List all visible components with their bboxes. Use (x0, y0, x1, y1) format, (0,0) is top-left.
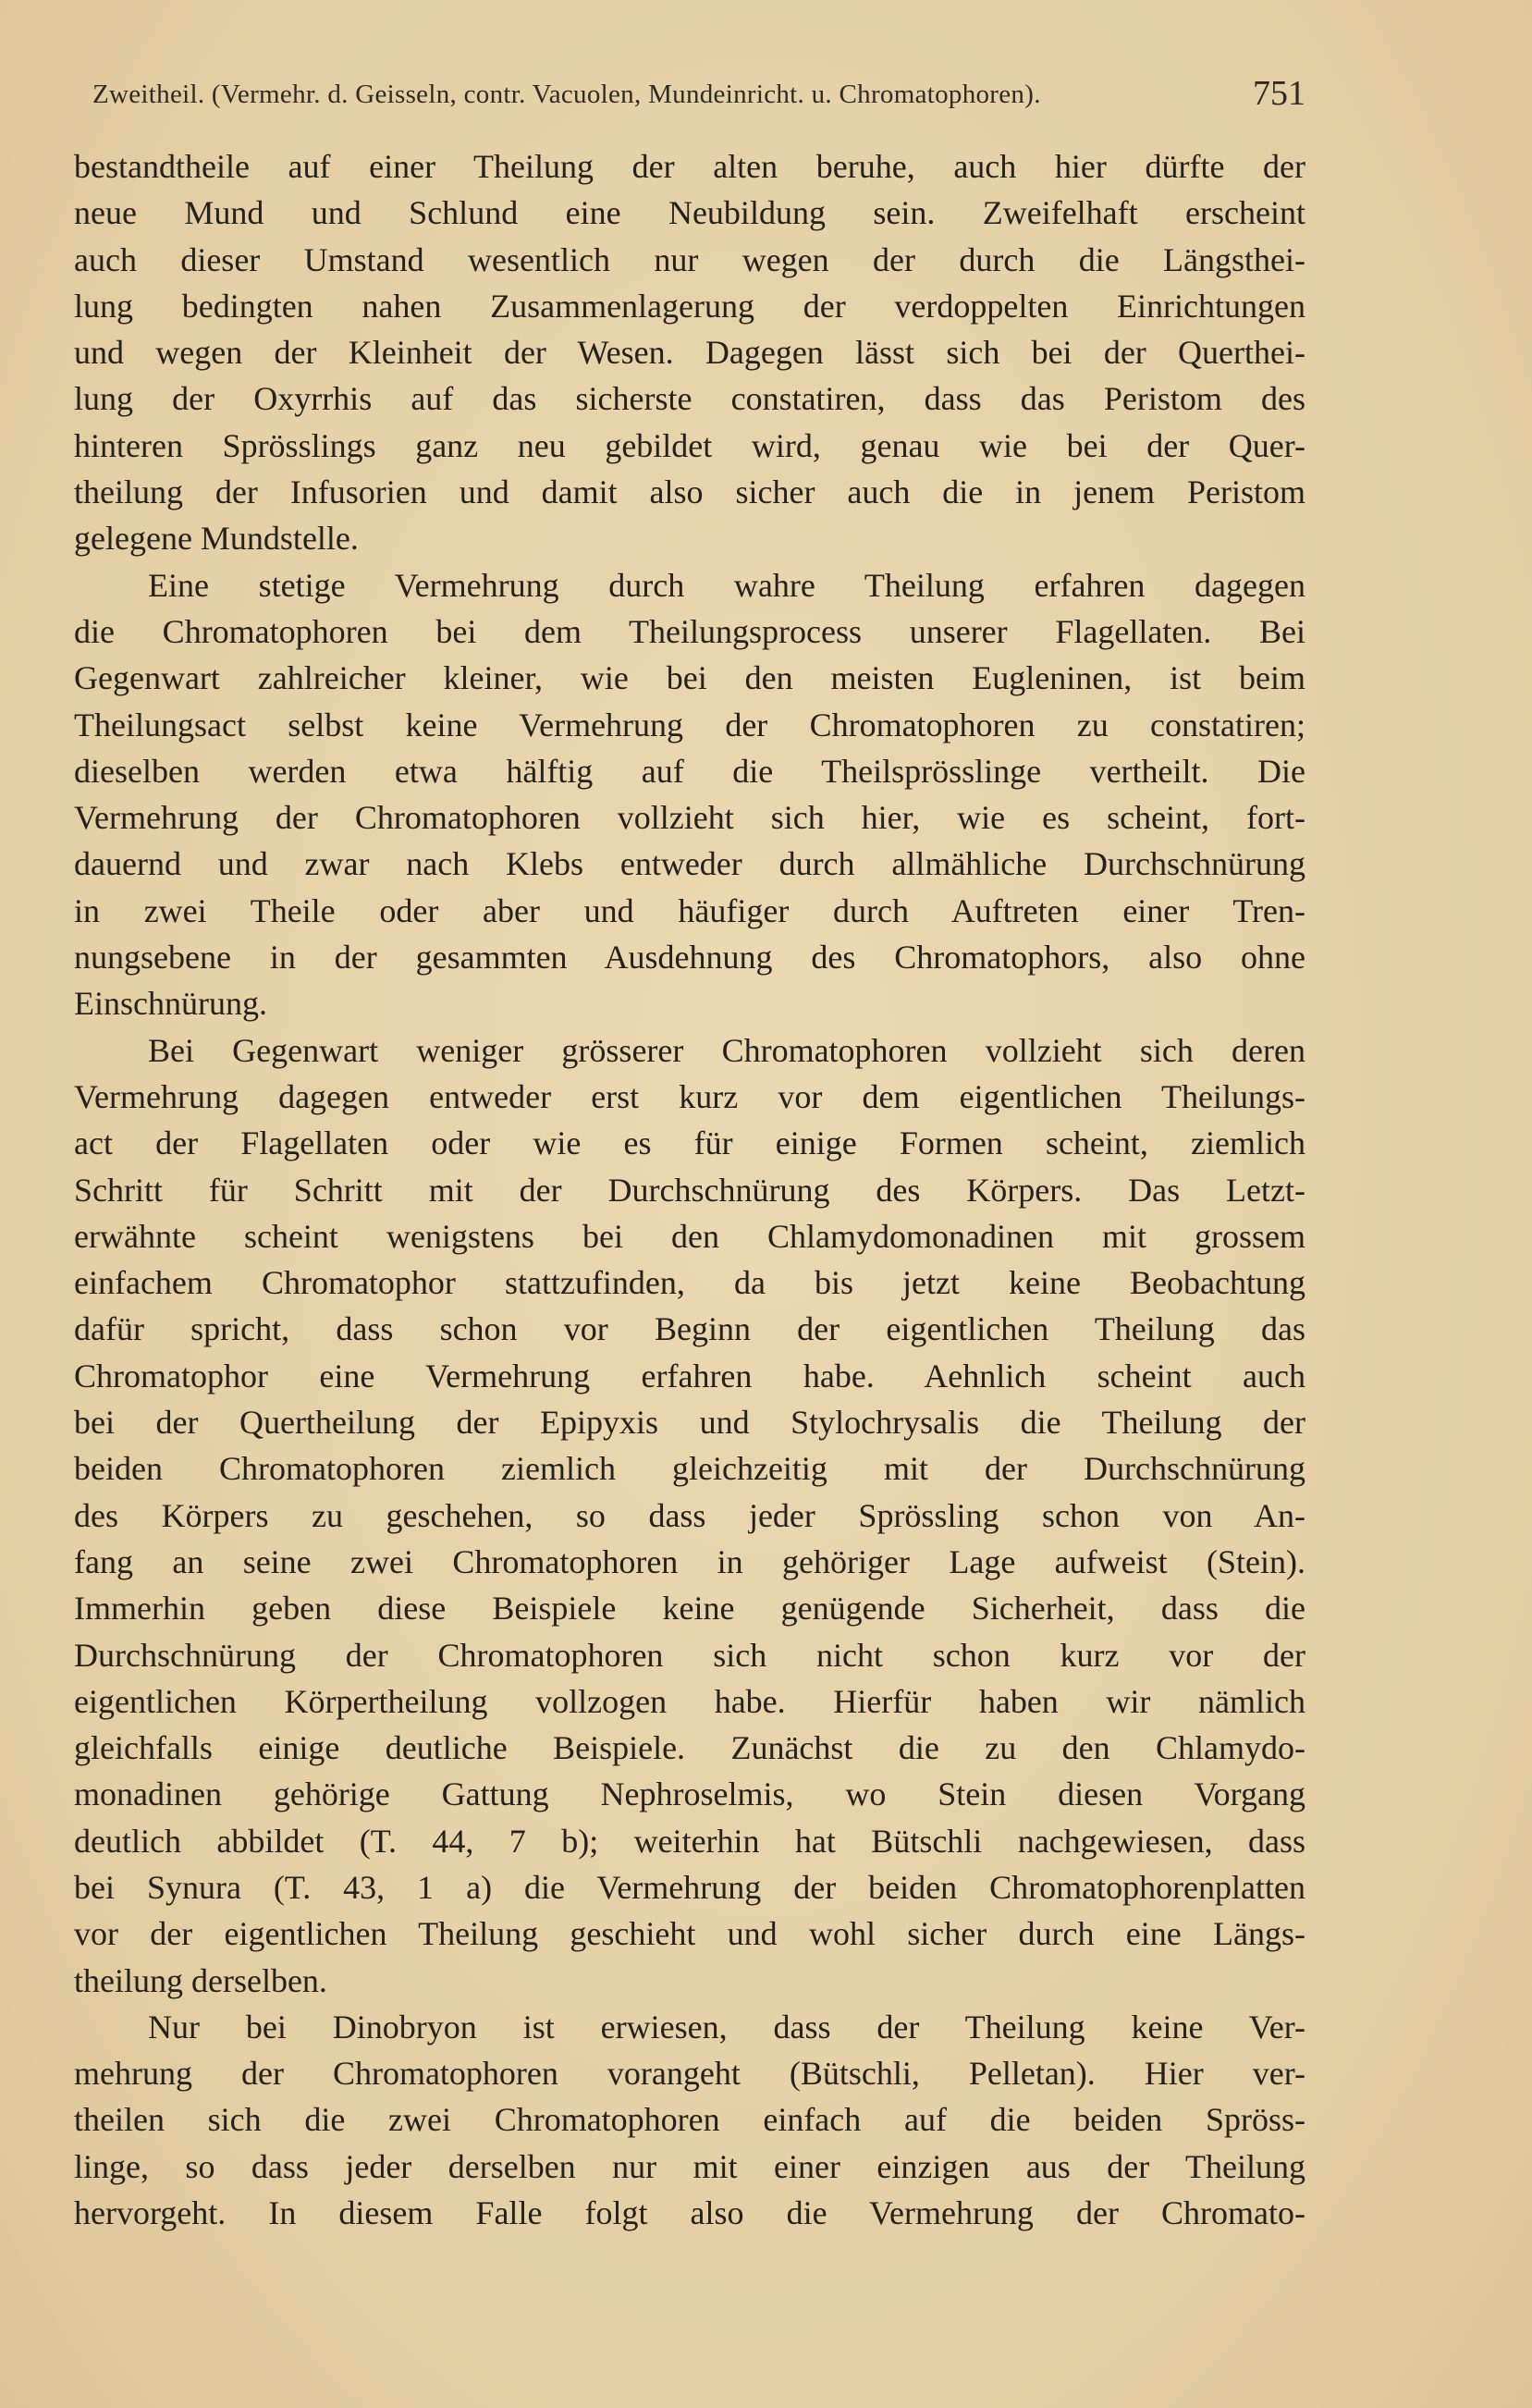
body-text (74, 143, 1305, 2236)
text-line: erwähnte scheint wenigstens bei den Chlamydomonadinen mit grossem (74, 1217, 1305, 1255)
text-line: des Körpers zu geschehen, so dass jeder Sprössling schon von An- (74, 1496, 1305, 1534)
paragraph (74, 143, 1305, 562)
text-line: theilung der Infusorien und damit also sicher auch die in jenem Peristom (74, 473, 1305, 511)
text-line: dieselben werden etwa hälftig auf die Theilsprösslinge vertheilt. Die (74, 752, 1305, 790)
text-line: eigentlichen Körpertheilung vollzogen habe. Hierfür haben wir nämlich (74, 1682, 1305, 1720)
text-line: und wegen der Kleinheit der Wesen. Dagegen lässt sich bei der Querthei- (74, 334, 1305, 372)
text-line: theilung derselben. (74, 1961, 327, 1999)
text-line: vor der eigentlichen Theilung geschieht und wohl sicher durch eine Längs- (74, 1915, 1305, 1953)
text-line: in zwei Theile oder aber und häufiger durch Auftreten einer Tren- (74, 891, 1305, 929)
text-line: Nur bei Dinobryon ist erwiesen, dass der Theilung keine Ver- (148, 2008, 1305, 2046)
text-line: nungsebene in der gesammten Ausdehnung des Chromatophors, also ohne (74, 939, 1305, 977)
text-line: linge, so dass jeder derselben nur mit einer einzigen aus der Theilung (74, 2147, 1305, 2185)
text-line: Bei Gegenwart weniger grösserer Chromatophoren vollzieht sich deren (148, 1031, 1305, 1069)
text-line: hervorgeht. In diesem Falle folgt also die Vermehrung der Chromato- (74, 2194, 1305, 2232)
text-line: lung der Oxyrrhis auf das sicherste constatiren, dass das Peristom des (74, 380, 1305, 418)
text-line: Vermehrung dagegen entweder erst kurz vor dem eigentlichen Theilungs- (74, 1077, 1305, 1115)
text-line: act der Flagellaten oder wie es für einige Formen scheint, ziemlich (74, 1124, 1305, 1162)
paragraph (74, 562, 1305, 1027)
page-header (92, 72, 1305, 128)
text-line: bestandtheile auf einer Theilung der alten beruhe, auch hier dürfte der (74, 148, 1305, 185)
text-line: Schritt für Schritt mit der Durchschnürung des Körpers. Das Letzt- (74, 1171, 1305, 1209)
text-line: fang an seine zwei Chromatophoren in gehöriger Lage aufweist (Stein). (74, 1542, 1305, 1580)
text-line: Gegenwart zahlreicher kleiner, wie bei den meisten Eugleninen, ist beim (74, 659, 1305, 697)
text-line: Vermehrung der Chromatophoren vollzieht sich hier, wie es scheint, fort- (74, 799, 1305, 837)
text-line: deutlich abbildet (T. 44, 7 b); weiterhin hat Bütschli nachgewiesen, dass (74, 1822, 1305, 1860)
page-number: 751 (1253, 74, 1305, 113)
text-line: mehrung der Chromatophoren vorangeht (Bütschli, Pelletan). Hier ver- (74, 2055, 1305, 2093)
text-line: monadinen gehörige Gattung Nephroselmis, wo Stein diesen Vorgang (74, 1775, 1305, 1813)
text-line: lung bedingten nahen Zusammenlagerung der verdoppelten Einrichtungen (74, 287, 1305, 325)
running-head: Zweitheil. (Vermehr. d. Geisseln, contr. Vacuolen, Mundeinricht. u. Chromatophoren). (92, 80, 1041, 109)
text-line: beiden Chromatophoren ziemlich gleichzeitig mit der Durchschnürung (74, 1450, 1305, 1488)
text-line: die Chromatophoren bei dem Theilungsprocess unserer Flagellaten. Bei (74, 612, 1305, 650)
text-line: Chromatophor eine Vermehrung erfahren habe. Aehnlich scheint auch (74, 1357, 1305, 1394)
text-line: dauernd und zwar nach Klebs entweder durch allmähliche Durchschnürung (74, 845, 1305, 883)
text-line: Eine stetige Vermehrung durch wahre Theilung erfahren dagegen (148, 566, 1305, 604)
text-line: Durchschnürung der Chromatophoren sich nicht schon kurz vor der (74, 1636, 1305, 1674)
text-line: Immerhin geben diese Beispiele keine genügende Sicherheit, dass die (74, 1590, 1305, 1628)
text-line: Theilungsact selbst keine Vermehrung der Chromatophoren zu constatiren; (74, 706, 1305, 743)
text-line: neue Mund und Schlund eine Neubildung sein. Zweifelhaft erscheint (74, 194, 1305, 232)
text-line: einfachem Chromatophor stattzufinden, da bis jetzt keine Beobachtung (74, 1264, 1305, 1302)
text-line: Einschnürung. (74, 985, 267, 1023)
text-line: gleichfalls einige deutliche Beispiele. Zunächst die zu den Chlamydo- (74, 1729, 1305, 1767)
text-line: auch dieser Umstand wesentlich nur wegen der durch die Längsthei- (74, 240, 1305, 278)
paragraph (74, 2004, 1305, 2236)
text-line: theilen sich die zwei Chromatophoren einfach auf die beiden Spröss- (74, 2101, 1305, 2139)
text-line: hinteren Sprösslings ganz neu gebildet wird, genau wie bei der Quer- (74, 426, 1305, 464)
paragraph (74, 1027, 1305, 2004)
text-line: bei Synura (T. 43, 1 a) die Vermehrung der beiden Chromatophorenplatten (74, 1868, 1305, 1906)
text-line: dafür spricht, dass schon vor Beginn der eigentlichen Theilung das (74, 1310, 1305, 1348)
text-line: gelegene Mundstelle. (74, 520, 359, 558)
text-line: bei der Quertheilung der Epipyxis und Stylochrysalis die Theilung der (74, 1404, 1305, 1442)
